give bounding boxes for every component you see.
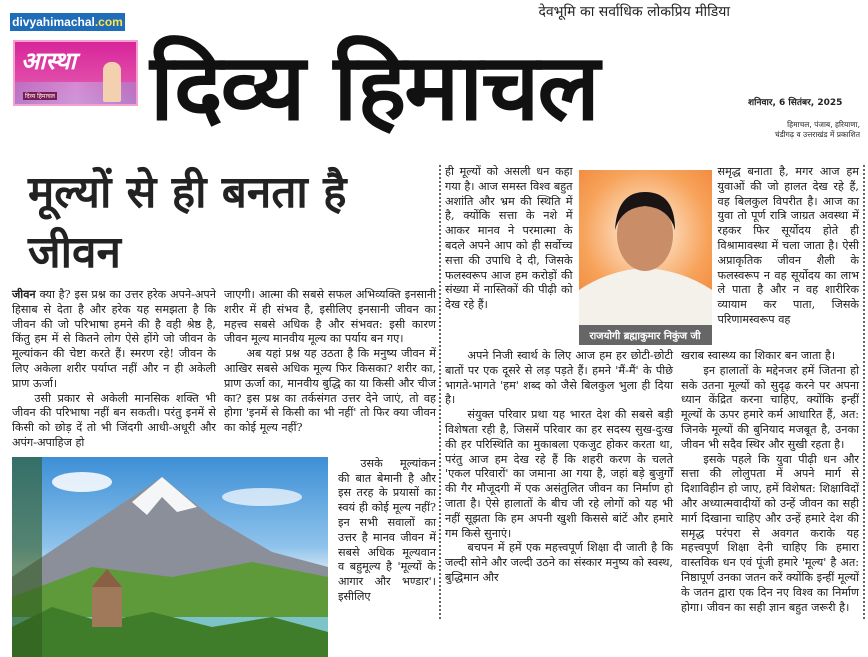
article-column-4 <box>718 165 859 328</box>
masthead <box>150 2 730 146</box>
article-headline: मूल्यों से ही बनता है जीवन <box>28 167 347 278</box>
astha-title: आस्था <box>21 47 76 75</box>
paragraph: क्या है? इस प्रश्न का उत्तर हरेक अपने-अपने हिसाब से देता है और हरेक यह समझता है कि जीवन की जो परिभाषा हमने की है वही श्रेष्ठ है, किंतु हम में से कितने लोग ऐसे होंगे जो जीवन के मूल्यांकन की चेष्टा करते हैं। स्मरण रहे! जीवन के लिए अकेला शरीर पर्याप्त नहीं और न ही अकेली प्राण ऊर्जा। <box>12 288 216 390</box>
dancer-graphic <box>103 62 121 102</box>
paragraph: समृद्ध बनाता है, मगर आज हम युवाओं की जो हालत देख रहे हैं, वह बिलकुल विपरीत है। आज का युवा तो पूर्ण रात्रि जाग्रत अवस्था में रहकर फिर सूर्योदय होते ही विश्रामावस्था में चला जाता है। ऐसी अप्राकृतिक जीवन शैली के फलस्वरूप न वह सूर्योदय का लाभ ले पाता है और न वह शारीरिक व्यायाम कर पाता, जिसके परिणामस्वरूप वह <box>717 165 859 326</box>
paragraph: अब यहां प्रश्न यह उठता है कि मनुष्य जीवन में आखिर सबसे अधिक मूल्य फिर किसका? शरीर का, प्राण ऊर्जा का, मानवीय बुद्धि का या किसी और चीज का? इस प्रश्न का तर्कसंगत उत्तर देने जाएं, तो वह होगा 'इनमें से किसी का भी नहीं' तो फिर क्या जीवन का कोई मूल्य नहीं? <box>224 347 436 435</box>
masthead-title: दिव्य हिमाचल <box>150 34 598 141</box>
paragraph: इन हालातों के मद्देनजर हमें जितना हो सके उतना मूल्यों को सुदृढ़ करने पर अपना ध्यान केंद्रित करना चाहिए, क्योंकि इन्हीं मूल्यों के ऊपर हमारे कर्म आधारित हैं, अत: जिनके मूल्यों की बुनियाद मजबूत है, उनका जीवन भी सदैव स्थिर और सुखी रहता है। <box>681 363 859 451</box>
astha-subtitle: दिव्य हिमाचल <box>25 93 55 100</box>
site-name: divyahimachal <box>12 15 95 29</box>
article-column-3 <box>445 165 573 313</box>
article-column-2-lower <box>338 457 436 605</box>
publication-regions <box>720 120 860 140</box>
article-row <box>12 457 436 657</box>
article-row <box>445 349 859 615</box>
astha-supplement-logo[interactable] <box>13 40 138 106</box>
author-photo-box <box>579 170 712 345</box>
issue-date: शनिवार, 6 सितंबर, 2025 <box>748 98 843 108</box>
mountain-lake-image <box>12 457 328 657</box>
site-tld: .com <box>94 15 123 29</box>
article-column-1 <box>12 288 216 451</box>
author-portrait <box>579 170 712 325</box>
article-column-3-lower <box>445 349 673 586</box>
paragraph: खराब स्वास्थ्य का शिकार बन जाता है। <box>681 349 836 362</box>
paragraph: जाएगी। आत्मा की सबसे सफल अभिव्यक्ति इनसानी शरीर में ही संभव है, इसीलिए इनसानी जीवन का महत्त्व सबसे अधिक है और संभवत: इसी कारण जीवन मूल्य मानवीय मूल्य का पर्याय बन गए। <box>224 288 436 346</box>
article-left-section <box>12 160 436 657</box>
regions-line-2: चंडीगढ़ व उत्तराखंड में प्रकाशित <box>774 130 860 139</box>
article-right-section <box>439 165 865 619</box>
paragraph: संयुक्त परिवार प्रथा यह भारत देश की सबसे बड़ी विशेषता रही है, जिसमें परिवार का हर सदस्य सुख-दुःख की हर परिस्थिति का मुकाबला एकजुट होकर करता था, परंतु आज हम देख रहे हैं कि शहरी करण के चलते 'एकल परिवारों' का जमाना आ गया है, जहां बड़े बुजुर्गों की गैर मौजूदगी में एक असंतुलित जीवन का निर्माण हो जाता है। ऐसे हालातों के बीच जी रहे लोगों को यह भी नहीं सूझता कि हम अपनी खुशी किससे बांटें और हमारे गम किसे सुनाएं। <box>445 408 673 540</box>
paragraph: उसके मूल्यांकन की बात बेमानी है और इस तरह के प्रयासों का स्वयं ही कोई मूल्य नहीं? इन सभी सवालों का उत्तर है मानव जीवन में सबसे अधिक मूल्यवान व बहुमूल्य है 'मूल्यों के आगार और भण्डार'। इसीलिए <box>338 456 436 603</box>
author-caption: राजयोगी ब्रह्माकुमार निकुंज जी <box>579 325 712 345</box>
paragraph: उसी प्रकार से अकेली मानसिक शक्ति भी जीवन की परिभाषा नहीं बन सकती। परंतु इनमें से किसी को छोड़ दें तो भी जिंदगी आधी-अधूरी और अपंग-अपाहिज हो <box>12 391 216 449</box>
paragraph: ही मूल्यों को असली धन कहा गया है। आज समस्त विश्व बहुत अशांति और भ्रम की स्थिति में है, क्योंकि सत्ता के नशे में आकर मानव ने परमात्मा के बदले अपने आप को ही सर्वोच्च सत्ता की उपाधि दे दी, जिसके फलस्वरूप आज हम करोड़ों की संख्या में नास्तिकों की पीढ़ी को देख रहे हैं। <box>445 165 573 312</box>
paragraph: बचपन में हमें एक महत्त्वपूर्ण शिक्षा दी जाती है कि जल्दी सोने और जल्दी उठने का संस्कार मनुष्य को स्वस्थ, बुद्धिमान और <box>445 541 673 584</box>
masthead-tagline: देवभूमि का सर्वाधिक लोकप्रिय मीडिया <box>538 4 730 20</box>
article-row <box>12 288 436 451</box>
lead-word: जीवन <box>12 288 36 301</box>
paragraph: इसके पहले कि युवा पीढ़ी धन और सत्ता की लोलुपता में अपने मार्ग से दिशाविहीन हो जाए, हमें विशेषत: शिक्षाविदों और अध्यात्मवादीयों को उन्हें जीवन का सही मार्ग दिखाना चाहिए और उन्हें हमारे देश की समृद्ध परंपरा से अवगत कराके यह महत्त्वपूर्ण शिक्षा देनी चाहिए कि हमारा वास्तविक धन एवं पूंजी हमारे 'मूल्य' है अत: निष्ठापूर्ण उनका जतन करें क्योंकि इन्हीं मूल्यों के जतन द्वारा एक दिन नए विश्व का निर्माण होगा। जीवन का सही ज्ञान बहुत जरूरी है। <box>681 452 859 614</box>
landscape-photo <box>12 457 328 657</box>
article-row <box>445 165 859 345</box>
site-logo[interactable] <box>10 13 125 31</box>
article-column-4-lower <box>681 349 859 615</box>
paragraph: अपने निजी स्वार्थ के लिए आज हम हर छोटी-छोटी बातों पर एक दूसरे से लड़ पड़ते हैं। हमने 'मैं-मैं' के पीछे भागते-भागते 'हम' शब्द को जैसे बिलकुल भुला ही दिया है। <box>445 349 673 407</box>
author-photo <box>579 170 712 325</box>
article-column-2 <box>224 288 436 436</box>
regions-line-1: हिमाचल, पंजाब, हरियाणा, <box>787 120 860 129</box>
